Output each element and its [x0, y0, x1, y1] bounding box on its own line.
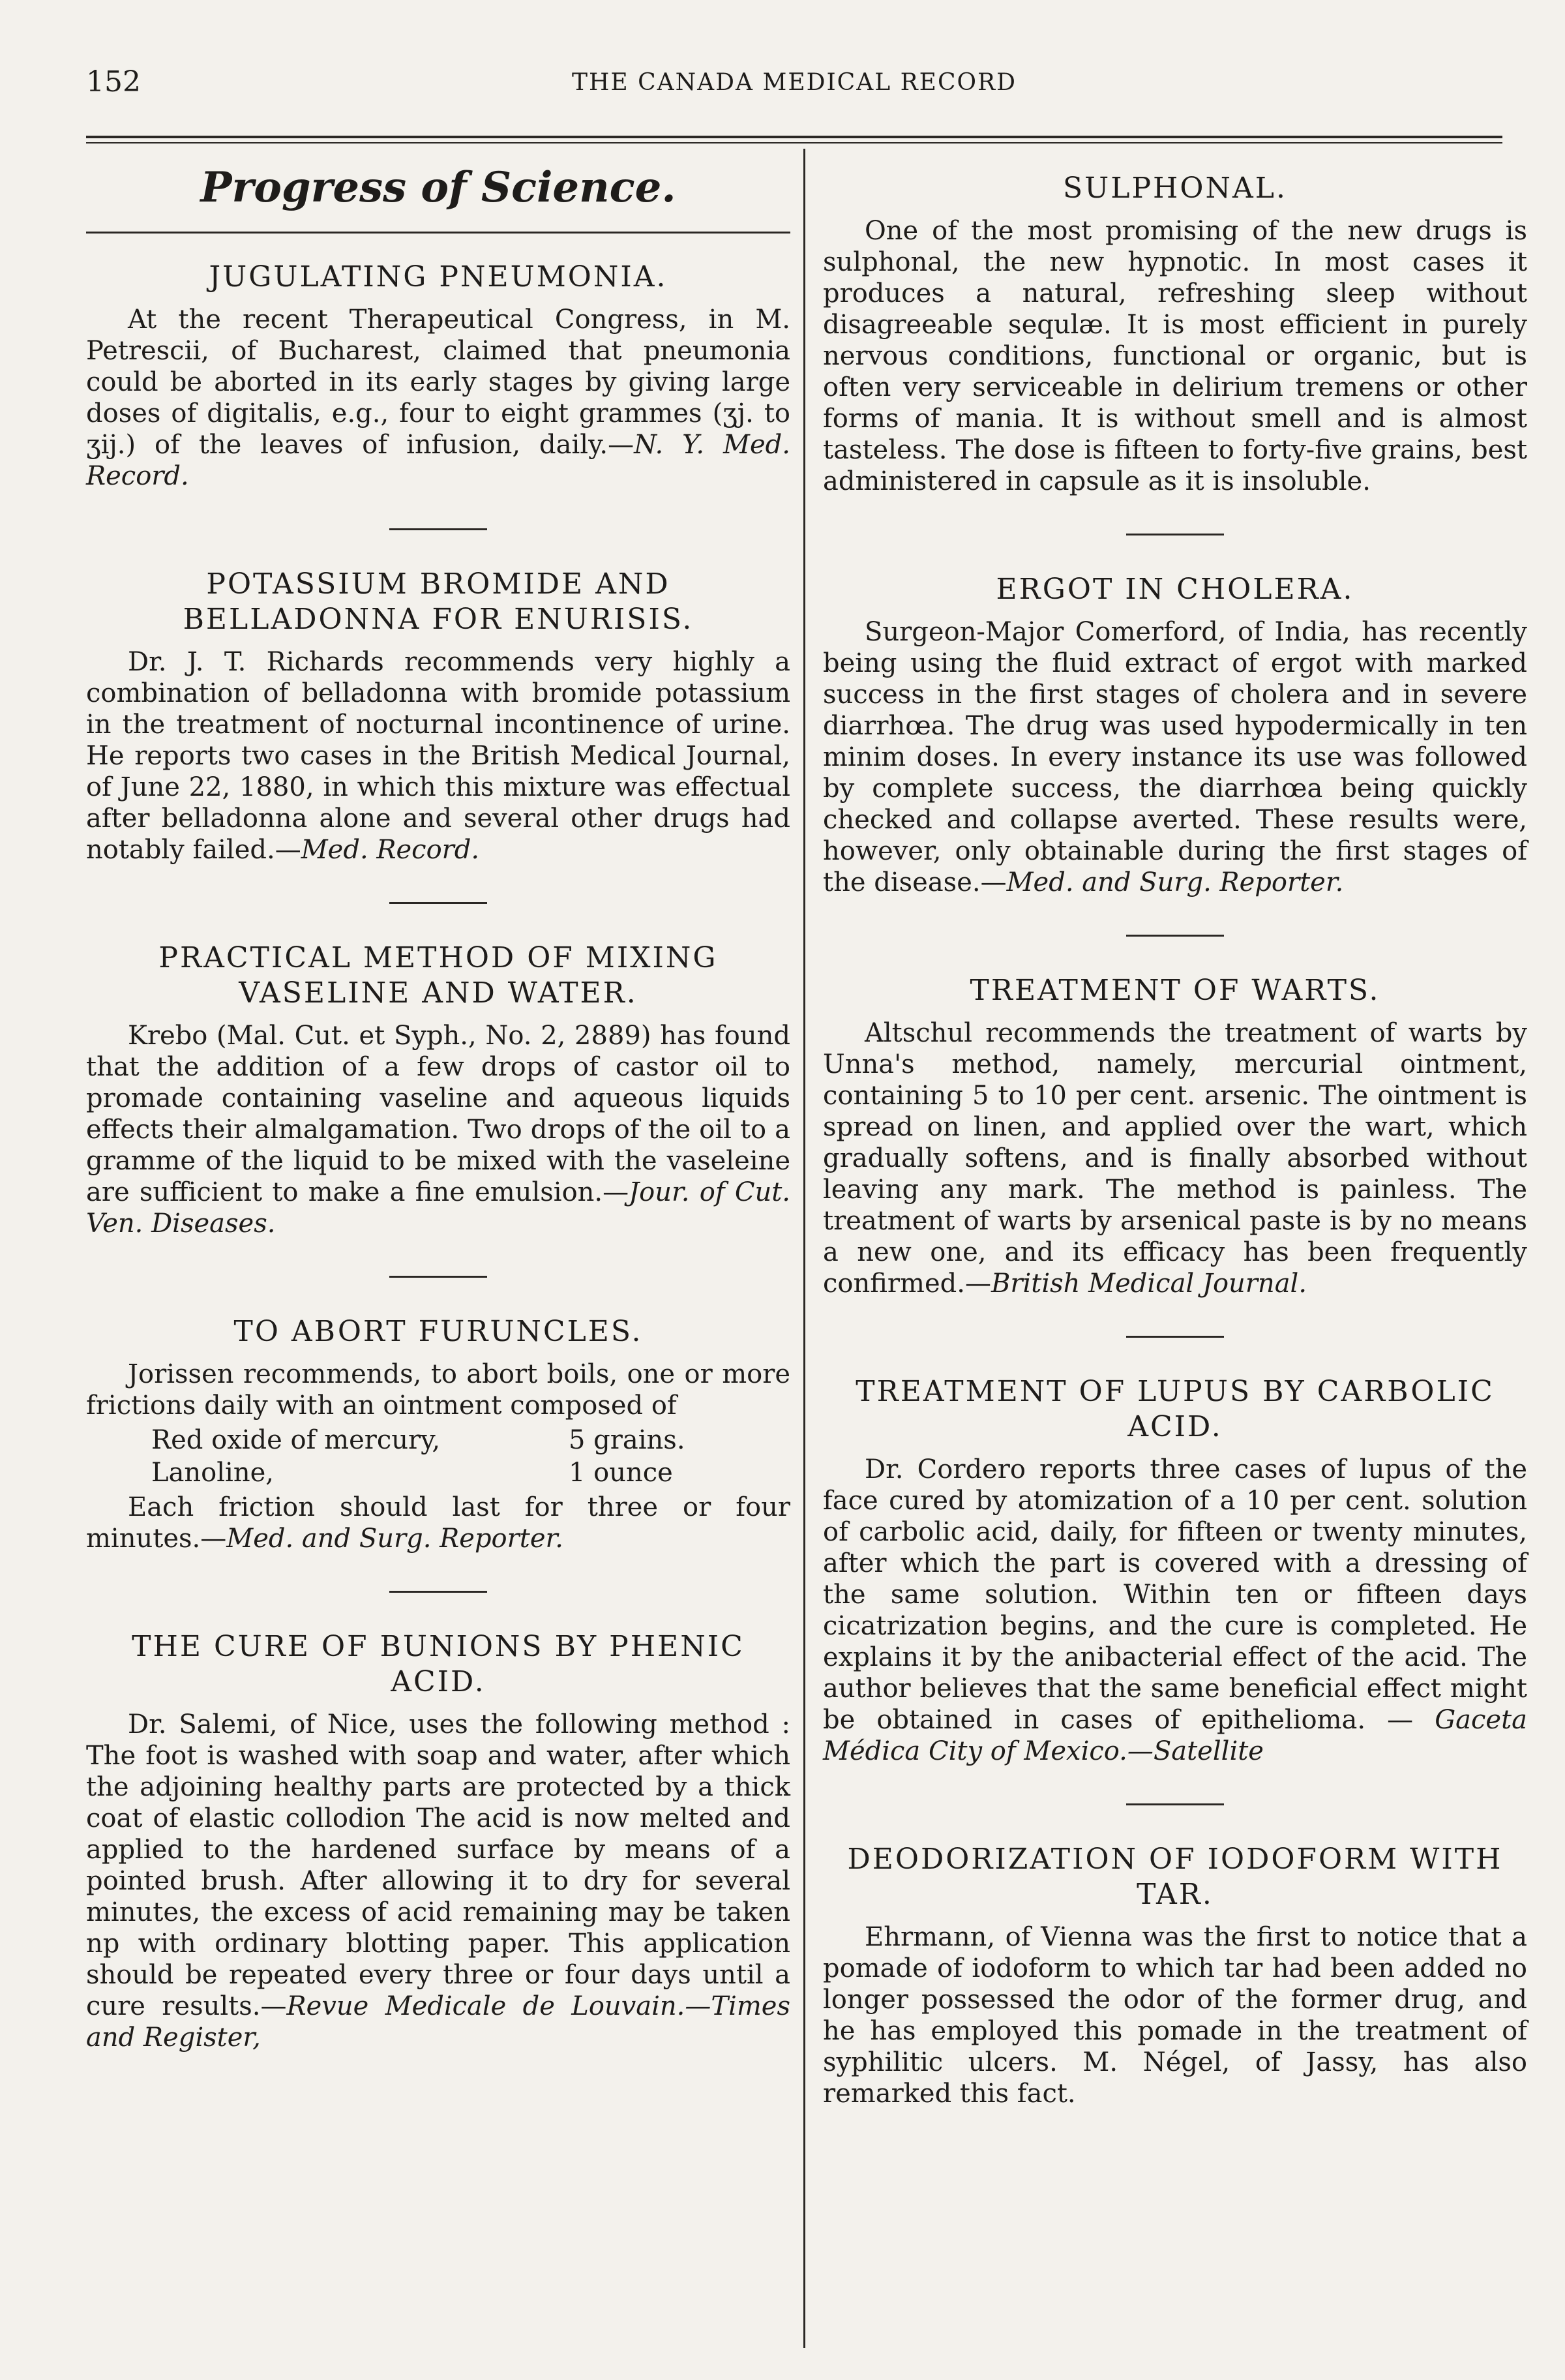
article-sulphonal [823, 171, 1527, 497]
article-separator [1126, 1336, 1224, 1338]
article-ergot-cholera [823, 572, 1527, 898]
page-header [86, 65, 1502, 111]
article-lupus-carbolic [823, 1374, 1527, 1767]
recipe-amount: 5 grains. [569, 1425, 685, 1455]
article-source: Med. and Surg. Reporter. [1006, 867, 1344, 897]
article-title: PRACTICAL METHOD OF MIXING VASELINE AND WATER. [158, 941, 718, 1010]
article-separator [1126, 935, 1224, 937]
right-column [823, 151, 1527, 2109]
article-separator [1126, 534, 1224, 535]
recipe-amount: 1 ounce [569, 1458, 673, 1488]
article-body: Dr. J. T. Richards recommends very highly a combination of belladonna with bromide potassium in the treatment of nocturnal incontinence of urine. He reports two cases in the British Medical Journal, of June 22, 1880, in which this mixture was effectual after belladonna alone and several other drugs had notably failed.—Med. Record. [86, 647, 790, 865]
recipe-ingredient: Lanoline, [151, 1458, 274, 1488]
article-title: SULPHONAL. [1063, 172, 1287, 205]
article-title: POTASSIUM BROMIDE AND BELLADONNA FOR ENURISIS. [183, 567, 694, 636]
recipe-ingredient: Red oxide of mercury, [151, 1425, 441, 1455]
article-separator [389, 1276, 487, 1278]
article-title: TREATMENT OF WARTS. [970, 974, 1380, 1007]
article-separator [1126, 1803, 1224, 1805]
article-separator [389, 1591, 487, 1593]
running-title: THE CANADA MEDICAL RECORD [571, 69, 1017, 96]
article-title: ERGOT IN CHOLERA. [996, 573, 1354, 606]
article-jugulating-pneumonia [86, 260, 790, 492]
left-column [86, 151, 790, 2053]
article-body: Each friction should last for three or four minutes.—Med. and Surg. Reporter. [86, 1492, 790, 1554]
article-separator [389, 528, 487, 530]
article-body: Altschul recommends the treatment of warts by Unna's method, namely, mercurial ointment, containing 5 to 10 per cent. arsenic. The ointment is spread on linen, and applied over the wart, which gradually softens, and is finally absorbed without leaving any mark. The method is painless. The treatment of warts by arsenical paste is by no means a new one, and its efficacy has been frequently confirmed.—British Medical Journal. [823, 1018, 1527, 1299]
article-title: TO ABORT FURUNCLES. [233, 1315, 643, 1348]
article-body: Krebo (Mal. Cut. et Syph., No. 2, 2889) has found that the addition of a few drops of castor oil to promade containing vaseline and aqueous liquids effects their almalgamation. Two drops of the oil to a gramme of the liquid to be mixed with the vaseleine are sufficient to make a fine emulsion.—Jour. of Cut. Ven. Diseases. [86, 1021, 790, 1239]
recipe-row [151, 1456, 790, 1489]
article-mixing-vaseline [86, 941, 790, 1239]
header-rule-bottom [86, 142, 1502, 143]
article-source: British Medical Journal. [991, 1269, 1307, 1299]
article-body: Surgeon-Major Comerford, of India, has recently being using the fluid extract of ergot with marked success in the first stages of cholera and in severe diarrhœa. The drug was used hypodermically in ten minim doses. In every instance its use was followed by complete success, the diarrhœa being quickly checked and collapse averted. These results were, however, only obtainable during the first stages of the disease.—Med. and Surg. Reporter. [823, 617, 1527, 897]
article-body: At the recent Therapeutical Congress, in M. Petrescii, of Bucharest, claimed that pneumonia could be aborted in its early stages by giving large doses of digitalis, e.g., four to eight grammes (ʒj. to ʒij.) of the leaves of infusion, daily.—N. Y. Med. Record. [86, 305, 790, 491]
article-potassium-bromide [86, 567, 790, 866]
article-source: Gaceta Médica City of Mexico.—Satellite [823, 1705, 1527, 1766]
article-treatment-warts [823, 973, 1527, 1299]
recipe-row [151, 1424, 790, 1456]
page-number: 152 [86, 65, 141, 98]
article-source: Med. Record. [301, 835, 480, 865]
article-intro: Jorissen recommends, to abort boils, one or more frictions daily with an ointment composed of [86, 1359, 790, 1421]
article-source: Med. and Surg. Reporter. [226, 1524, 563, 1554]
recipe-list [151, 1424, 790, 1489]
article-body: Dr. Cordero reports three cases of lupus of the face cured by atomization of a 10 per cent. solution of carbolic acid, daily, for fifteen or twenty minutes, after which the part is covered with a dressing of the same solution. Within ten or fifteen days cicatrization begins, and the cure is completed. He explains it by the anibacterial effect of the acid. The author believes that the same beneficial effect might be obtained in cases of epithelioma. — Gaceta Médica City of Mexico.—Satellite [823, 1454, 1527, 1766]
article-body: One of the most promising of the new drugs is sulphonal, the new hypnotic. In most cases it produces a natural, refreshing sleep without disagreeable sequlæ. It is most efficient in purely nervous conditions, functional or organic, but is often very serviceable in delirium tremens or other forms of mania. It is without smell and is almost tasteless. The dose is fifteen to forty-five grains, best administered in capsule as it is insoluble. [823, 216, 1527, 496]
article-body: Dr. Salemi, of Nice, uses the following method : The foot is washed with soap and water, after which the adjoining healthy parts are protected by a thick coat of elastic collodion The acid is now melted and applied to the hardened surface by means of a pointed brush. After allowing it to dry for several minutes, the excess of acid remaining may be taken np with ordinary blotting paper. This application should be repeated every three or four days until a cure results.—Revue Medicale de Louvain.—Times and Register, [86, 1710, 790, 2053]
article-title: JUGULATING PNEUMONIA. [209, 260, 668, 294]
article-title: TREATMENT OF LUPUS BY CARBOLIC ACID. [856, 1375, 1495, 1443]
article-source: N. Y. Med. Record. [86, 430, 790, 491]
column-divider [803, 149, 805, 2348]
article-source: Jour. of Cut. Ven. Diseases. [86, 1177, 790, 1239]
article-title: THE CURE OF BUNIONS BY PHENIC ACID. [132, 1630, 745, 1698]
article-title: DEODORIZATION OF IODOFORM WITH TAR. [847, 1843, 1503, 1911]
department-title: Progress of Science. [200, 163, 676, 212]
article-abort-furuncles [86, 1314, 790, 1554]
article-body: Ehrmann, of Vienna was the first to notice that a pomade of iodoform to which tar had been added no longer possessed the odor of the former drug, and he has employed this pomade in the treatment of syphilitic ulcers. M. Négel, of Jassy, has also remarked this fact. [823, 1922, 1527, 2109]
article-separator [389, 902, 487, 904]
article-source: Revue Medicale de Louvain.—Times and Register, [86, 1991, 790, 2053]
article-deodorization-iodoform [823, 1842, 1527, 2109]
article-cure-bunions [86, 1629, 790, 2053]
header-rule-top [86, 136, 1502, 138]
department-rule [86, 232, 790, 233]
